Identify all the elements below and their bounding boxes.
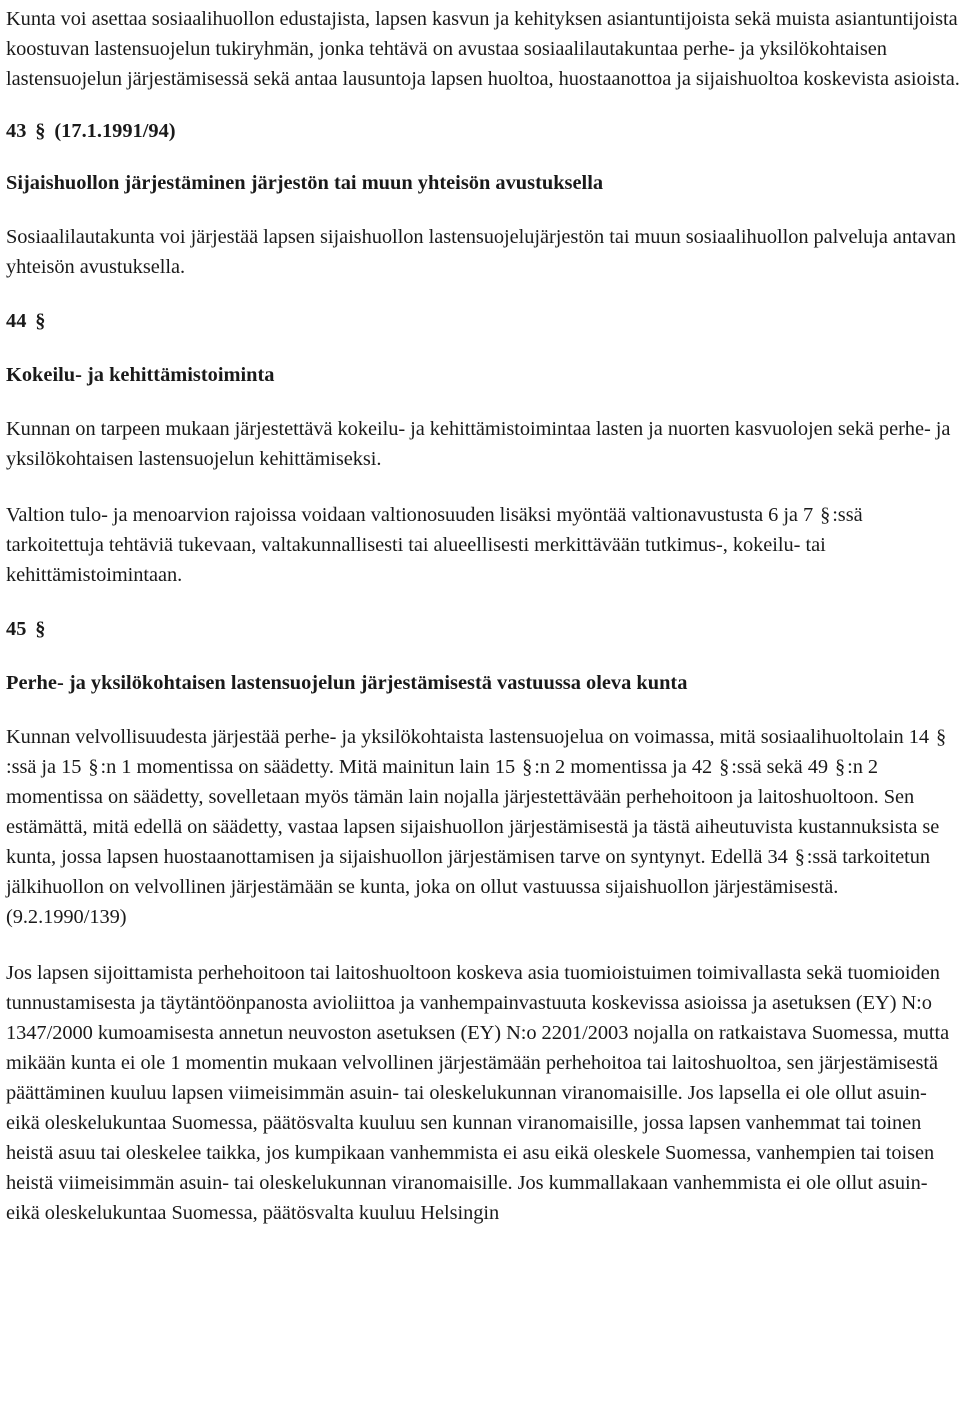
section-44-paragraph-2 [6,500,960,590]
section-sign: § [35,618,46,640]
section-sign: § [794,846,805,868]
text-fragment: :ssä sekä 49 [731,756,829,778]
section-number: 43 [6,120,27,142]
section-sign: § [35,310,46,332]
section-number: 44 [6,310,27,332]
section-sign: § [35,120,46,142]
text-fragment: :n 2 momentissa on säädetty, sovelletaan myös tämän lain nojalla järjestettävään perhehoitoon ja laitoshuoltoon. Sen estämättä, mitä edellä on säädetty, vastaa lapsen sijaishuollon järjestämisestä ja tästä aiheutuvista kustannuksista se kunta, jossa lapsen huostaanottamisen ja sijaishuollon järjestämisen tarve on syntynyt. Edellä 34 [6,756,940,868]
section-43-paragraph: Sosiaalilautakunta voi järjestää lapsen sijaishuollon lastensuojelujärjestön tai muun sosiaalihuollon palveluja antavan yhteisön avustuksella. [6,226,956,278]
section-44-title: Kokeilu- ja kehittämistoiminta [6,364,275,386]
text-fragment: Kunnan velvollisuudesta järjestää perhe- ja yksilökohtaista lastensuojelua on voimassa, mitä sosiaalihuoltolain 14 [6,726,930,748]
intro-paragraph: Kunta voi asettaa sosiaalihuollon edustajista, lapsen kasvun ja kehityksen asiantuntijoista sekä muista asiantuntijoista koostuvan lastensuojelun tukiryhmän, jonka tehtävä on avustaa sosiaalilautakuntaa perhe- ja yksilökohtaisen lastensuojelun järjestämisessä sekä antaa lausuntoja lapsen huoltoa, huostaanottoa ja sijaishuoltoa koskevista asioista. [6,8,960,90]
text-fragment: :n 2 momentissa ja 42 [534,756,713,778]
text-fragment: :ssä ja 15 [6,756,82,778]
section-45-title: Perhe- ja yksilökohtaisen lastensuojelun järjestämisestä vastuussa oleva kunta [6,672,688,694]
section-sign: § [936,726,947,748]
section-sign: § [719,756,730,778]
section-44-paragraph-1: Kunnan on tarpeen mukaan järjestettävä kokeilu- ja kehittämistoimintaa lasten ja nuorten kasvuolojen sekä perhe- ja yksilökohtaisen lastensuojelun kehittämiseksi. [6,418,951,470]
section-45-paragraph-2: Jos lapsen sijoittamista perhehoitoon tai laitoshuoltoon koskeva asia tuomioistuimen toimivallasta sekä tuomioiden tunnustamisesta ja täytäntöönpanosta avioliittoa ja vanhempainvastuuta koskevissa asioissa ja asetuksen (EY) N:o 1347/2000 kumoamisesta annetun neuvoston asetuksen (EY) N:o 2201/2003 nojalla on ratkaistava Suomessa, mutta mikään kunta ei ole 1 momentin mukaan velvollinen järjestämään perhehoitoa tai laitoshuoltoa, sen järjestämisestä päättäminen kuuluu lapsen viimeisimmän asuin- tai oleskelukunnan viranomaisille. Jos lapsella ei ole ollut asuin- eikä oleskelukuntaa Suomessa, päätösvalta kuuluu sen kunnan viranomaisille, jossa lapsen vanhemmat tai toinen heistä asuu tai oleskelee taikka, jos kumpikaan vanhemmista ei asu eikä oleskele Suomessa, vanhempien tai toisen heistä viimeisimmän asuin- tai oleskelukunnan viranomaisille. Jos kummallakaan vanhemmista ei ole ollut asuin- eikä oleskelukuntaa Suomessa, päätösvalta kuuluu Helsingin [6,962,950,1224]
section-43-title: Sijaishuollon järjestäminen järjestön tai muun yhteisön avustuksella [6,172,604,194]
section-number: 45 [6,618,27,640]
text-fragment: :ssä tarkoitettuja tehtäviä tukevaan, valtakunnallisesti tai alueellisesti merkittävään tutkimus-, kokeilu- tai kehittämistoimintaan. [6,504,863,586]
section-43-number [6,116,960,146]
section-sign: § [88,756,99,778]
amendment-reference: (17.1.1991/94) [54,120,176,142]
section-45-paragraph-1 [6,722,960,932]
section-45-number [6,614,960,644]
section-sign: § [820,504,831,526]
section-sign: § [522,756,533,778]
section-44-number [6,306,960,336]
section-sign: § [835,756,846,778]
text-fragment: :n 1 momentissa on säädetty. Mitä mainitun lain 15 [100,756,516,778]
text-fragment: :ssä tarkoitetun jälkihuollon on velvollinen järjestämään se kunta, joka on ollut vastuussa sijaishuollon järjestämisestä. (9.2.1990/139) [6,846,931,928]
text-fragment: Valtion tulo- ja menoarvion rajoissa voidaan valtionosuuden lisäksi myöntää valtionavustusta 6 ja 7 [6,504,814,526]
